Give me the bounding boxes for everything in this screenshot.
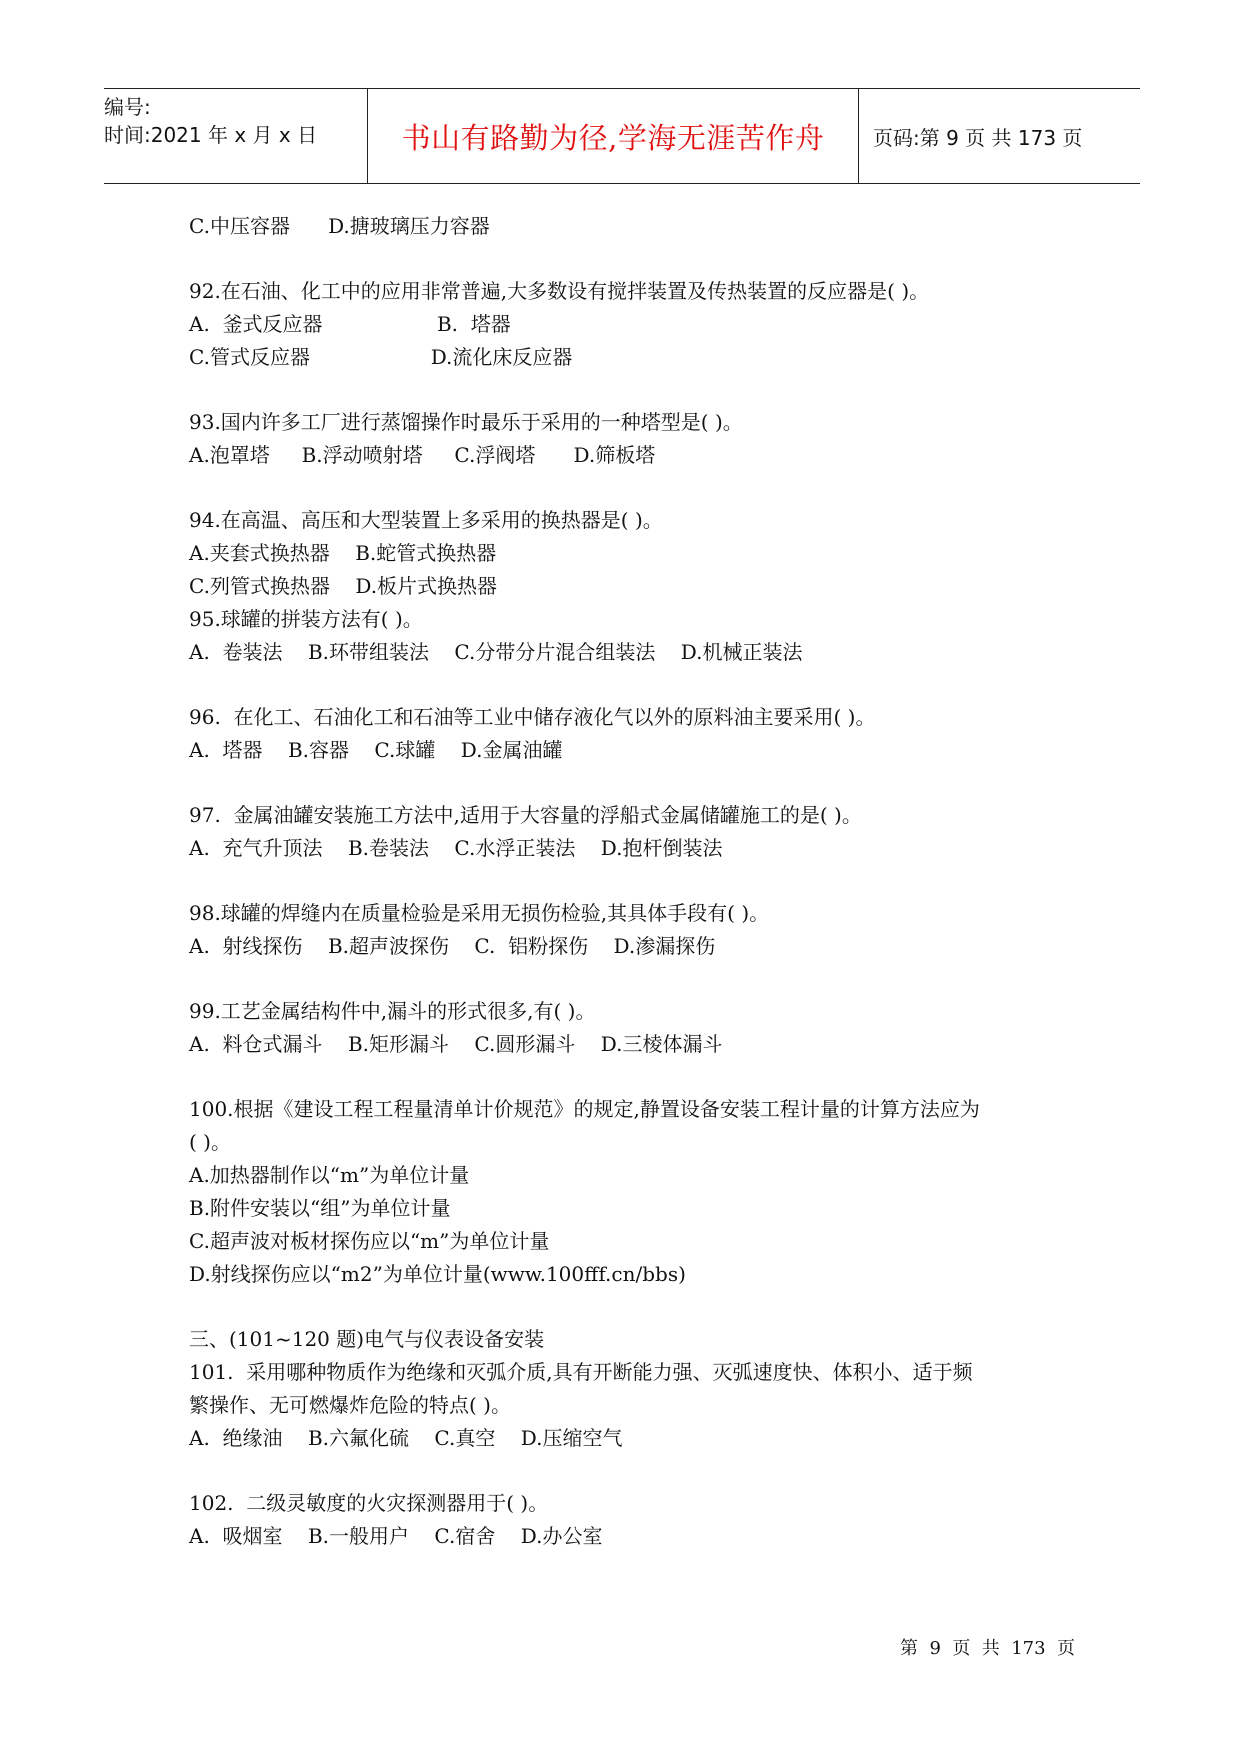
blank-line xyxy=(189,767,1069,799)
blank-line xyxy=(189,865,1069,897)
text-line: 92.在石油、化工中的应用非常普遍,大多数设有搅拌装置及传热装置的反应器是( )。 xyxy=(189,279,930,303)
text-line: C.超声波对板材探伤应以“m”为单位计量 xyxy=(189,1229,550,1253)
text-line: A. 充气升顶法 B.卷装法 C.水浮正装法 D.抱杆倒装法 xyxy=(189,836,723,860)
text-line: 三、(101~120 题)电气与仪表设备安装 xyxy=(189,1327,545,1351)
text-line: 95.球罐的拼装方法有( )。 xyxy=(189,607,423,631)
text-line: 93.国内许多工厂进行蒸馏操作时最乐于采用的一种塔型是( )。 xyxy=(189,410,743,434)
blank-line xyxy=(189,669,1069,701)
blank-line xyxy=(189,472,1069,504)
text-line: D.射线探伤应以“m2”为单位计量(www.100fff.cn/bbs) xyxy=(189,1262,686,1286)
blank-line xyxy=(189,1455,1069,1487)
header-motto-cell xyxy=(368,89,859,183)
time-label: 时间:2021 年 x 月 x 日 xyxy=(104,123,318,147)
text-line: C.管式反应器 D.流化床反应器 xyxy=(189,345,573,369)
header-page-info xyxy=(859,89,1140,183)
header-meta xyxy=(104,89,368,183)
text-line: 99.工艺金属结构件中,漏斗的形式很多,有( )。 xyxy=(189,999,596,1023)
text-line: A.夹套式换热器 B.蛇管式换热器 xyxy=(189,541,497,565)
text-line: A. 射线探伤 B.超声波探伤 C. 铝粉探伤 D.渗漏探伤 xyxy=(189,934,716,958)
text-line: 94.在高温、高压和大型装置上多采用的换热器是( )。 xyxy=(189,508,663,532)
header-motto: 书山有路勤为径,学海无涯苦作舟 xyxy=(401,120,825,155)
text-line: ( )。 xyxy=(189,1130,231,1154)
text-line: A. 塔器 B.容器 C.球罐 D.金属油罐 xyxy=(189,738,563,762)
text-line: A. 吸烟室 B.一般用户 C.宿舍 D.办公室 xyxy=(189,1524,603,1548)
text-line: B.附件安装以“组”为单位计量 xyxy=(189,1196,451,1220)
text-line: 97. 金属油罐安装施工方法中,适用于大容量的浮船式金属储罐施工的是( )。 xyxy=(189,803,862,827)
text-line: 98.球罐的焊缝内在质量检验是采用无损伤检验,其具体手段有( )。 xyxy=(189,901,770,925)
blank-line xyxy=(189,243,1069,275)
page-info-text: 页码:第 9 页 共 173 页 xyxy=(873,125,1083,150)
text-line: 100.根据《建设工程工程量清单计价规范》的规定,静置设备安装工程计量的计算方法应为 xyxy=(189,1097,980,1121)
blank-line xyxy=(189,963,1069,995)
text-line: 101. 采用哪种物质作为绝缘和灭弧介质,具有开断能力强、灭弧速度快、体积小、适于频 xyxy=(189,1360,973,1384)
text-line: A.泡罩塔 B.浮动喷射塔 C.浮阀塔 D.筛板塔 xyxy=(189,443,656,467)
page-footer: 第 9 页 共 173 页 xyxy=(900,1638,1076,1659)
text-line: 繁操作、无可燃爆炸危险的特点( )。 xyxy=(189,1393,511,1417)
text-line: A. 卷装法 B.环带组装法 C.分带分片混合组装法 D.机械正装法 xyxy=(189,640,803,664)
text-line: C.列管式换热器 D.板片式换热器 xyxy=(189,574,498,598)
text-line: 96. 在化工、石油化工和石油等工业中储存液化气以外的原料油主要采用( )。 xyxy=(189,705,876,729)
document-body xyxy=(189,210,1069,1553)
blank-line xyxy=(189,374,1069,406)
blank-line xyxy=(189,1061,1069,1093)
text-line: A.加热器制作以“m”为单位计量 xyxy=(189,1163,470,1187)
text-line: A. 绝缘油 B.六氟化硫 C.真空 D.压缩空气 xyxy=(189,1426,623,1450)
text-line: C.中压容器 D.搪玻璃压力容器 xyxy=(189,214,490,238)
blank-line xyxy=(189,1291,1069,1323)
text-line: A. 釜式反应器 B. 塔器 xyxy=(189,312,511,336)
page-header xyxy=(104,88,1140,184)
number-label: 编号: xyxy=(104,95,151,119)
text-line: A. 料仓式漏斗 B.矩形漏斗 C.圆形漏斗 D.三棱体漏斗 xyxy=(189,1032,723,1056)
text-line: 102. 二级灵敏度的火灾探测器用于( )。 xyxy=(189,1491,549,1515)
